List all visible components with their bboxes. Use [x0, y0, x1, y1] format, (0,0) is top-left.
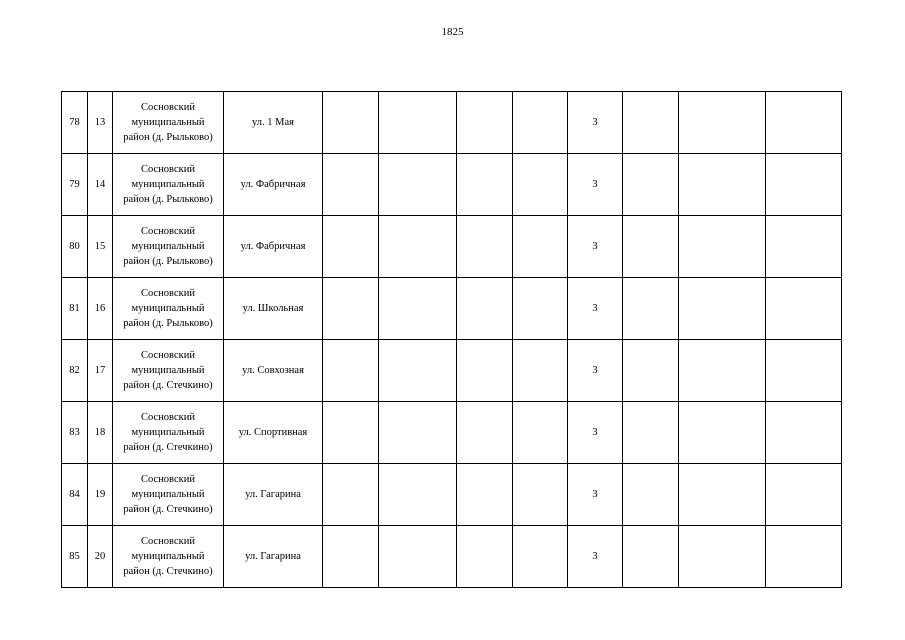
empty-cell: [379, 154, 457, 216]
row-number-cell: 85: [62, 526, 88, 588]
sub-number-cell: 20: [88, 526, 113, 588]
district-line: муниципальный: [131, 489, 205, 500]
district-line: муниципальный: [131, 179, 205, 190]
empty-cell: [623, 278, 679, 340]
empty-cell: [379, 402, 457, 464]
street-cell: ул. Гагарина: [224, 526, 323, 588]
street-cell: ул. Спортивная: [224, 402, 323, 464]
value-cell: 3: [568, 464, 623, 526]
empty-cell: [513, 402, 568, 464]
empty-cell: [457, 526, 513, 588]
data-table: [61, 91, 842, 588]
row-number-cell: 80: [62, 216, 88, 278]
empty-cell: [766, 464, 842, 526]
table-row: [62, 526, 842, 588]
empty-cell: [766, 278, 842, 340]
table-row: [62, 340, 842, 402]
district-line: Сосновский: [141, 102, 195, 113]
sub-number-cell: 19: [88, 464, 113, 526]
empty-cell: [457, 154, 513, 216]
district-line: муниципальный: [131, 427, 205, 438]
district-cell: [113, 402, 224, 464]
district-line: район (д. Рыльково): [123, 318, 213, 329]
district-line: район (д. Стечкино): [123, 442, 213, 453]
empty-cell: [766, 402, 842, 464]
empty-cell: [513, 464, 568, 526]
empty-cell: [323, 92, 379, 154]
page-number: 1825: [441, 26, 464, 38]
empty-cell: [379, 340, 457, 402]
empty-cell: [679, 278, 766, 340]
sub-number-cell: 17: [88, 340, 113, 402]
empty-cell: [513, 340, 568, 402]
empty-cell: [623, 154, 679, 216]
empty-cell: [679, 340, 766, 402]
empty-cell: [623, 92, 679, 154]
value-cell: 3: [568, 154, 623, 216]
empty-cell: [679, 402, 766, 464]
empty-cell: [679, 154, 766, 216]
row-number-cell: 78: [62, 92, 88, 154]
district-cell: [113, 92, 224, 154]
empty-cell: [679, 216, 766, 278]
table-row: [62, 216, 842, 278]
district-line: район (д. Стечкино): [123, 504, 213, 515]
empty-cell: [379, 526, 457, 588]
empty-cell: [379, 216, 457, 278]
empty-cell: [513, 92, 568, 154]
district-line: район (д. Рыльково): [123, 256, 213, 267]
district-line: муниципальный: [131, 303, 205, 314]
empty-cell: [457, 278, 513, 340]
district-line: район (д. Стечкино): [123, 380, 213, 391]
street-cell: ул. Гагарина: [224, 464, 323, 526]
district-cell: [113, 526, 224, 588]
district-line: район (д. Рыльково): [123, 132, 213, 143]
row-number-cell: 81: [62, 278, 88, 340]
empty-cell: [457, 402, 513, 464]
empty-cell: [379, 92, 457, 154]
sub-number-cell: 18: [88, 402, 113, 464]
empty-cell: [323, 278, 379, 340]
district-line: Сосновский: [141, 288, 195, 299]
row-number-cell: 82: [62, 340, 88, 402]
empty-cell: [457, 464, 513, 526]
street-cell: ул. Школьная: [224, 278, 323, 340]
value-cell: 3: [568, 340, 623, 402]
district-line: муниципальный: [131, 551, 205, 562]
empty-cell: [379, 278, 457, 340]
empty-cell: [323, 402, 379, 464]
empty-cell: [766, 154, 842, 216]
district-cell: [113, 216, 224, 278]
empty-cell: [766, 216, 842, 278]
empty-cell: [457, 92, 513, 154]
empty-cell: [623, 216, 679, 278]
row-number-cell: 84: [62, 464, 88, 526]
district-line: муниципальный: [131, 241, 205, 252]
district-line: Сосновский: [141, 412, 195, 423]
street-cell: ул. Фабричная: [224, 154, 323, 216]
district-line: Сосновский: [141, 164, 195, 175]
table-row: [62, 402, 842, 464]
empty-cell: [623, 340, 679, 402]
row-number-cell: 83: [62, 402, 88, 464]
street-cell: ул. Совхозная: [224, 340, 323, 402]
district-line: муниципальный: [131, 365, 205, 376]
value-cell: 3: [568, 526, 623, 588]
sub-number-cell: 15: [88, 216, 113, 278]
district-cell: [113, 154, 224, 216]
district-cell: [113, 278, 224, 340]
empty-cell: [457, 216, 513, 278]
district-line: район (д. Стечкино): [123, 566, 213, 577]
empty-cell: [623, 402, 679, 464]
value-cell: 3: [568, 216, 623, 278]
district-line: Сосновский: [141, 226, 195, 237]
empty-cell: [766, 526, 842, 588]
district-cell: [113, 464, 224, 526]
empty-cell: [379, 464, 457, 526]
sub-number-cell: 16: [88, 278, 113, 340]
empty-cell: [457, 340, 513, 402]
row-number-cell: 79: [62, 154, 88, 216]
district-line: Сосновский: [141, 350, 195, 361]
district-line: муниципальный: [131, 117, 205, 128]
empty-cell: [323, 154, 379, 216]
empty-cell: [679, 92, 766, 154]
empty-cell: [513, 216, 568, 278]
empty-cell: [513, 278, 568, 340]
value-cell: 3: [568, 92, 623, 154]
empty-cell: [679, 464, 766, 526]
district-line: Сосновский: [141, 474, 195, 485]
empty-cell: [623, 464, 679, 526]
empty-cell: [323, 526, 379, 588]
empty-cell: [513, 526, 568, 588]
value-cell: 3: [568, 278, 623, 340]
empty-cell: [513, 154, 568, 216]
table-row: [62, 154, 842, 216]
empty-cell: [623, 526, 679, 588]
table-row: [62, 278, 842, 340]
table-row: [62, 464, 842, 526]
street-cell: ул. 1 Мая: [224, 92, 323, 154]
district-cell: [113, 340, 224, 402]
district-line: район (д. Рыльково): [123, 194, 213, 205]
value-cell: 3: [568, 402, 623, 464]
empty-cell: [766, 92, 842, 154]
empty-cell: [766, 340, 842, 402]
table-body: [62, 92, 842, 588]
street-cell: ул. Фабричная: [224, 216, 323, 278]
district-line: Сосновский: [141, 536, 195, 547]
sub-number-cell: 13: [88, 92, 113, 154]
sub-number-cell: 14: [88, 154, 113, 216]
empty-cell: [323, 216, 379, 278]
empty-cell: [323, 340, 379, 402]
table-row: [62, 92, 842, 154]
empty-cell: [323, 464, 379, 526]
empty-cell: [679, 526, 766, 588]
